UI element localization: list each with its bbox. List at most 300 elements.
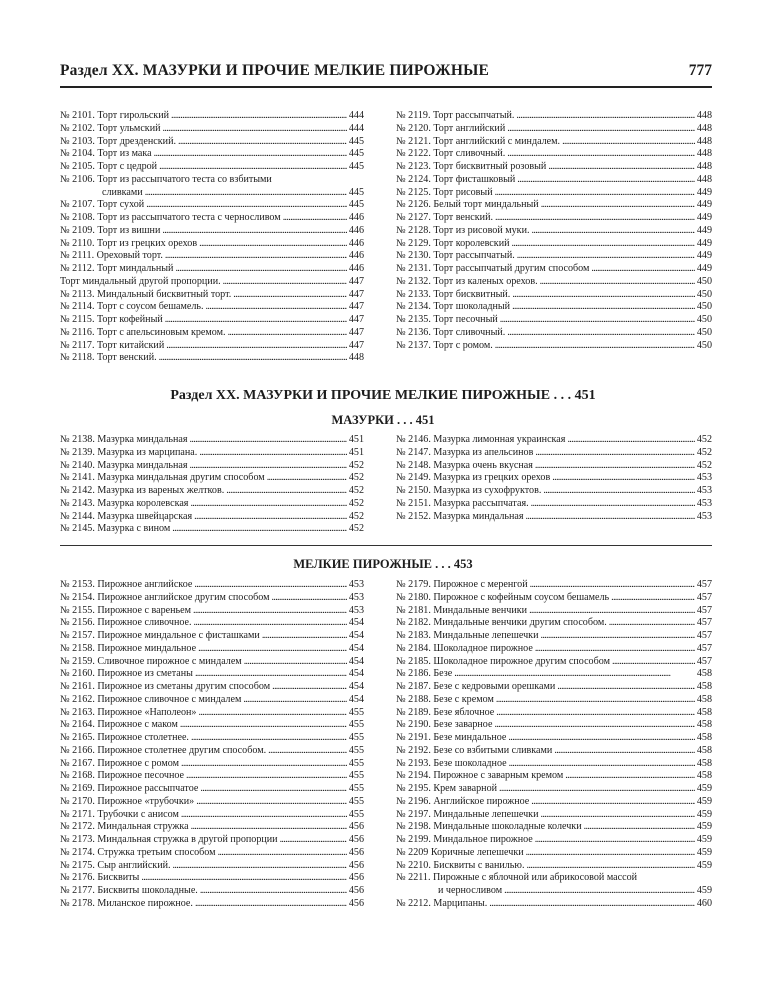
- toc-entry: [60, 656, 364, 669]
- dot-leader: [507, 123, 695, 136]
- toc-entry: [396, 707, 712, 720]
- toc-entry-page: 456: [348, 885, 364, 896]
- toc-entry-title: № 2185. Шоколадное пирожное другим способом: [396, 655, 610, 667]
- toc-entry: [396, 434, 712, 447]
- toc-entry-title: № 2144. Мазурка швейцарская: [60, 510, 193, 522]
- toc-entry: [396, 485, 712, 498]
- toc-entry-title: № 2115. Торт кофейный: [60, 314, 163, 325]
- dot-leader: [159, 352, 347, 365]
- dot-leader: [154, 148, 347, 161]
- toc-entry-page: 450: [696, 275, 712, 287]
- toc-entry: [396, 225, 712, 238]
- toc-entry-title: и черносливом: [438, 885, 503, 896]
- toc-entry: [60, 327, 364, 340]
- toc-entry-page: 456: [348, 846, 364, 858]
- dot-leader: [517, 174, 695, 187]
- toc-entry-title: № 2212. Марципаны.: [396, 897, 488, 909]
- toc-entry-title: № 2209 Коричные лепешечки: [396, 846, 524, 858]
- dot-leader: [181, 809, 347, 822]
- dot-leader: [611, 592, 695, 605]
- dot-leader: [233, 289, 347, 302]
- toc-entry-title: № 2176. Бисквиты: [60, 872, 140, 884]
- toc-entry: [60, 860, 364, 873]
- toc-entry-page: 459: [696, 808, 712, 820]
- toc-entry-page: 446: [348, 224, 364, 236]
- toc-entry-page: 447: [348, 326, 364, 338]
- dot-leader: [223, 276, 347, 289]
- dot-leader: [504, 885, 695, 898]
- toc-entry-continued: № 2106. Торт из рассыпчатого теста со взбитыми: [60, 173, 272, 185]
- toc-entry: [60, 885, 364, 898]
- toc-entry-page: 456: [348, 834, 364, 845]
- toc-entry-title: № 2136. Торт сливочный.: [396, 326, 506, 338]
- toc-entry-title: № 2173. Миндальная стружка в другой пропорции: [60, 834, 278, 845]
- subsection-heading-mazurki: МАЗУРКИ . . . 451: [331, 413, 435, 427]
- header-rule: [60, 86, 712, 88]
- dot-leader: [526, 511, 695, 524]
- dot-leader: [198, 643, 347, 656]
- toc-entry-title: № 2159. Сливочное пирожное с миндалем: [60, 655, 242, 667]
- toc-entry-page: 455: [348, 744, 364, 756]
- toc-entry-page: 448: [696, 148, 712, 160]
- toc-entry: [60, 301, 364, 314]
- dot-leader: [612, 656, 695, 669]
- toc-entry: [396, 460, 712, 473]
- toc-entry-page: 459: [696, 821, 712, 833]
- toc-entry-page: 446: [348, 212, 364, 223]
- toc-column-pirozhnye-left: [60, 579, 364, 911]
- dot-leader: [194, 579, 347, 592]
- toc-entry-title: № 2179. Пирожное с меренгой: [396, 579, 528, 590]
- toc-entry: [396, 745, 712, 758]
- toc-entry-title: № 2114. Торт с соусом бешамель.: [60, 301, 204, 313]
- toc-entry-title: № 2196. Английское пирожное: [396, 795, 530, 807]
- toc-entry-title: № 2111. Ореховый торт.: [60, 250, 163, 262]
- section-divider: [60, 545, 712, 546]
- dot-leader: [552, 472, 695, 485]
- toc-entry: [396, 199, 712, 212]
- toc-entry: [60, 263, 364, 276]
- dot-leader: [567, 434, 694, 447]
- toc-entry: [60, 592, 364, 605]
- toc-entry: [60, 719, 364, 732]
- toc-entry-page: 459: [696, 885, 712, 896]
- toc-entry-title: № 2184. Шоколадное пирожное: [396, 642, 533, 654]
- toc-entry-page: 457: [696, 630, 712, 641]
- dot-leader: [500, 314, 695, 327]
- toc-entry: [396, 289, 712, 302]
- dot-leader: [199, 447, 347, 460]
- toc-entry-title: № 2161. Пирожное из сметаны другим способом: [60, 681, 271, 692]
- toc-entry-continued: № 2211. Пирожные с яблочной или абрикосовой массой: [396, 872, 638, 884]
- toc-entry: [396, 617, 712, 630]
- toc-entry: [396, 511, 712, 524]
- toc-entry-page: 453: [348, 604, 364, 616]
- toc-entry-title: № 2194. Пирожное с заварным кремом: [396, 770, 564, 782]
- toc-entry: [396, 212, 712, 225]
- toc-entry: [396, 472, 712, 485]
- page-header: [60, 62, 712, 84]
- toc-entry-title: № 2130. Торт рассыпчатый.: [396, 250, 515, 262]
- toc-entry-title: № 2190. Безе заварное: [396, 719, 493, 731]
- toc-entry-title: № 2146. Мазурка лимонная украинская: [396, 434, 566, 445]
- toc-entry-title: № 2118. Торт венский.: [60, 352, 157, 364]
- toc-entry: [396, 694, 712, 707]
- toc-entry: [60, 605, 364, 618]
- toc-entry: [396, 643, 712, 656]
- dot-leader: [228, 327, 347, 340]
- toc-entry-page: 451: [348, 446, 364, 458]
- toc-entry-page: 454: [348, 655, 364, 667]
- toc-entry-title: № 2105. Торт с цедрой: [60, 161, 158, 172]
- toc-entry-title: № 2141. Мазурка миндальная другим способом: [60, 472, 265, 484]
- toc-entry: [60, 681, 364, 694]
- toc-entry: [396, 898, 712, 911]
- toc-entry-title: № 2183. Миндальные лепешечки: [396, 630, 539, 641]
- toc-entry-page: 452: [348, 472, 364, 484]
- toc-entry-page: 458: [696, 732, 712, 743]
- toc-entry: [60, 630, 364, 643]
- dot-leader: [530, 579, 695, 592]
- toc-entry-title: № 2104. Торт из мака: [60, 148, 152, 160]
- toc-entry-title: № 2113. Миндальный бисквитный торт.: [60, 288, 232, 300]
- toc-entry-title: № 2180. Пирожное с кофейным соусом бешамель: [396, 591, 610, 603]
- toc-entry-page: 448: [696, 161, 712, 172]
- toc-entry-title: № 2135. Торт песочный: [396, 314, 498, 325]
- toc-entry-title: № 2110. Торт из грецких орехов: [60, 237, 198, 249]
- toc-entry: [396, 250, 712, 263]
- toc-entry: [396, 314, 712, 327]
- toc-entry: [60, 225, 364, 238]
- toc-entry-title: № 2188. Безе с кремом: [396, 693, 494, 705]
- toc-entry-title: № 2123. Торт бисквитный розовый: [396, 161, 547, 172]
- toc-entry-page: 449: [696, 199, 712, 211]
- dot-leader: [193, 605, 347, 618]
- dot-leader: [165, 250, 347, 263]
- toc-entry: [396, 834, 712, 847]
- dot-leader: [540, 809, 694, 822]
- dot-leader: [535, 447, 695, 460]
- toc-entry: [396, 447, 712, 460]
- toc-entry-page: 458: [696, 757, 712, 769]
- toc-entry-page: 446: [348, 250, 364, 262]
- toc-entry-page: 457: [696, 579, 712, 590]
- toc-entry-page: 457: [696, 642, 712, 654]
- toc-entry-page: 452: [348, 510, 364, 522]
- toc-entry: [60, 643, 364, 656]
- toc-entry-page: 458: [696, 693, 712, 705]
- toc-entry-page: 448: [696, 110, 712, 121]
- toc-entry-page: 452: [348, 485, 364, 496]
- dot-leader: [454, 668, 695, 681]
- toc-entry-title: № 2178. Миланское пирожное.: [60, 897, 193, 909]
- toc-entry-title: № 2112. Торт миндальный: [60, 263, 174, 274]
- dot-leader: [162, 225, 347, 238]
- toc-entry-page: 453: [696, 485, 712, 496]
- toc-entry-page: 458: [696, 668, 712, 680]
- dot-leader: [516, 110, 694, 123]
- toc-entry: [396, 860, 712, 873]
- dot-leader: [180, 719, 347, 732]
- toc-entry-page: 455: [348, 719, 364, 731]
- dot-leader: [499, 783, 695, 796]
- toc-entry-page: 459: [696, 783, 712, 794]
- dot-leader: [540, 630, 694, 643]
- toc-entry-title: № 2116. Торт с апельсиновым кремом.: [60, 326, 226, 338]
- toc-entry-page: 456: [348, 897, 364, 909]
- dot-leader: [200, 885, 347, 898]
- toc-entry: [396, 187, 712, 200]
- dot-leader: [194, 511, 347, 524]
- dot-leader: [165, 314, 347, 327]
- toc-entry-title: № 2131. Торт рассыпчатый другим способом: [396, 263, 590, 274]
- toc-entry-title: № 2195. Крем заварной: [396, 783, 498, 794]
- toc-entry-page: 455: [348, 770, 364, 782]
- toc-entry-page: 444: [348, 122, 364, 134]
- toc-entry: [396, 340, 712, 353]
- toc-entry-page: 458: [696, 719, 712, 731]
- toc-entry-title: № 2103. Торт дрезденский.: [60, 135, 177, 147]
- toc-entry-page: 455: [348, 783, 364, 794]
- toc-entry-page: 449: [696, 250, 712, 262]
- toc-entry-page: 448: [348, 352, 364, 364]
- toc-entry: [60, 250, 364, 263]
- toc-entry-page: 452: [696, 446, 712, 458]
- toc-entry-page: 456: [348, 872, 364, 884]
- toc-entry: [396, 758, 712, 771]
- dot-leader: [535, 643, 695, 656]
- toc-column-top-right: [396, 110, 712, 352]
- toc-entry: [396, 263, 712, 276]
- toc-entry-page: 454: [348, 668, 364, 680]
- toc-entry: [60, 340, 364, 353]
- toc-entry-page: 458: [696, 681, 712, 692]
- toc-entry: [60, 668, 364, 681]
- toc-entry-title: № 2174. Стружка третьим способом: [60, 846, 216, 858]
- toc-entry-page: 453: [348, 591, 364, 603]
- toc-entry: [60, 276, 364, 289]
- toc-entry-page: 457: [696, 604, 712, 616]
- toc-entry: [60, 745, 364, 758]
- dot-leader: [543, 485, 694, 498]
- toc-entry-page: 448: [696, 122, 712, 134]
- dot-leader: [526, 860, 694, 873]
- dot-leader: [196, 796, 347, 809]
- toc-entry-page: 449: [696, 212, 712, 223]
- toc-entry-title: № 2119. Торт рассыпчатый.: [396, 110, 515, 121]
- toc-entry-title: № 2133. Торт бисквитный.: [396, 288, 511, 300]
- toc-entry: [60, 434, 364, 447]
- dot-leader: [218, 847, 347, 860]
- dot-leader: [283, 212, 347, 225]
- toc-entry-title: № 2138. Мазурка миндальная: [60, 434, 188, 445]
- dot-leader: [200, 783, 346, 796]
- dot-leader: [163, 123, 347, 136]
- toc-entry-page: 450: [696, 288, 712, 300]
- toc-entry-page: 458: [696, 744, 712, 756]
- dot-leader: [166, 340, 347, 353]
- toc-entry: [396, 327, 712, 340]
- dot-leader: [609, 617, 695, 630]
- dot-leader: [226, 485, 347, 498]
- toc-entry: [396, 123, 712, 136]
- toc-entry: [60, 289, 364, 302]
- toc-entry-title: № 2186. Безе: [396, 668, 453, 680]
- dot-leader: [280, 834, 347, 847]
- dot-leader: [243, 694, 347, 707]
- toc-entry-title: № 2191. Безе миндальное: [396, 732, 507, 743]
- toc-entry: [396, 276, 712, 289]
- toc-entry-title: № 2187. Безе с кедровыми орешками: [396, 681, 556, 692]
- toc-entry-title: № 2121. Торт английский с миндалем.: [396, 135, 561, 147]
- toc-entry: [396, 656, 712, 669]
- toc-entry-title: № 2126. Белый торт миндальный: [396, 199, 539, 211]
- toc-entry-title: № 2164. Пирожное с маком: [60, 719, 178, 731]
- dot-leader: [517, 250, 695, 263]
- toc-entry-title: № 2128. Торт из рисовой муки.: [396, 224, 530, 236]
- dot-leader: [535, 460, 695, 473]
- toc-entry-page: 447: [348, 339, 364, 351]
- dot-leader: [562, 136, 695, 149]
- toc-entry-page: 446: [348, 263, 364, 274]
- toc-entry-title: № 2210. Бисквиты с ванилью.: [396, 859, 525, 871]
- toc-entry: [60, 136, 364, 149]
- toc-entry-page: 445: [348, 186, 364, 198]
- toc-entry-page: 455: [348, 757, 364, 769]
- toc-entry-title: № 2147. Мазурка из апельсинов: [396, 446, 534, 458]
- toc-entry-title: № 2199. Миндальное пирожное: [396, 834, 533, 845]
- toc-entry: [396, 301, 712, 314]
- toc-entry: [60, 161, 364, 174]
- dot-leader: [186, 770, 347, 783]
- toc-entry-title: № 2198. Миндальные шоколадные колечки: [396, 821, 582, 833]
- toc-entry: [60, 707, 364, 720]
- toc-entry-page: 454: [348, 693, 364, 705]
- toc-entry-page: 452: [348, 459, 364, 471]
- toc-entry-page: 452: [696, 459, 712, 471]
- toc-entry: [60, 617, 364, 630]
- dot-leader: [146, 199, 347, 212]
- toc-entry: [60, 314, 364, 327]
- dot-leader: [262, 630, 347, 643]
- toc-entry-title: № 2154. Пирожное английское другим способом: [60, 591, 270, 603]
- toc-entry: [60, 199, 364, 212]
- toc-entry: [396, 885, 712, 898]
- toc-entry-title: № 2157. Пирожное миндальное с фисташками: [60, 630, 260, 641]
- toc-entry-title: сливками: [102, 186, 143, 198]
- dot-leader: [507, 327, 695, 340]
- dot-leader: [272, 681, 347, 694]
- toc-entry: [60, 758, 364, 771]
- toc-entry-title: № 2148. Мазурка очень вкусная: [396, 459, 533, 471]
- toc-entry-title: № 2166. Пирожное столетнее другим способом.: [60, 744, 267, 756]
- toc-entry: [396, 668, 712, 681]
- toc-entry: [60, 809, 364, 822]
- toc-entry-title: № 2129. Торт королевский: [396, 237, 510, 249]
- toc-entry-page: 450: [696, 326, 712, 338]
- dot-leader: [526, 847, 695, 860]
- toc-entry-page: 449: [696, 224, 712, 236]
- toc-entry-title: № 2197. Миндальные лепешечки: [396, 808, 539, 820]
- dot-leader: [591, 263, 694, 276]
- toc-entry: [396, 174, 712, 187]
- toc-entry-page: 458: [696, 706, 712, 718]
- toc-entry-page: 447: [348, 301, 364, 313]
- dot-leader: [171, 110, 347, 123]
- toc-entry-title: № 2168. Пирожное песочное: [60, 770, 184, 782]
- toc-entry: [60, 821, 364, 834]
- toc-entry-title: № 2140. Мазурка миндальная: [60, 459, 188, 471]
- toc-entry-page: 454: [348, 617, 364, 629]
- toc-entry-page: 459: [696, 834, 712, 845]
- dot-leader: [548, 161, 695, 174]
- toc-entry-page: 457: [696, 617, 712, 629]
- dot-leader: [540, 276, 695, 289]
- section-heading: Раздел XX. МАЗУРКИ И ПРОЧИЕ МЕЛКИЕ ПИРОЖНЫЕ . . . 451: [170, 388, 596, 403]
- toc-entry-page: 445: [348, 161, 364, 172]
- toc-entry-title: № 2152. Мазурка миндальная: [396, 510, 524, 522]
- toc-entry-title: № 2165. Пирожное столетнее.: [60, 732, 189, 743]
- toc-entry-title: № 2143. Мазурка королевская: [60, 497, 189, 509]
- toc-entry-page: 454: [348, 681, 364, 692]
- toc-entry-title: № 2139. Мазурка из марципана.: [60, 446, 198, 458]
- toc-entry-page: 447: [348, 314, 364, 325]
- toc-entry-title: № 2192. Безе со взбитыми сливками: [396, 744, 553, 756]
- toc-entry-page: 450: [696, 314, 712, 325]
- dot-leader: [194, 617, 347, 630]
- dot-leader: [141, 872, 347, 885]
- toc-entry: [60, 834, 364, 847]
- toc-entry-page: 455: [348, 808, 364, 820]
- toc-entry: [60, 847, 364, 860]
- toc-entry: [396, 783, 712, 796]
- toc-entry: [60, 732, 364, 745]
- toc-entry: [60, 148, 364, 161]
- toc-entry: [396, 719, 712, 732]
- toc-entry: [60, 123, 364, 136]
- toc-entry-title: № 2193. Безе шоколадное: [396, 757, 507, 769]
- dot-leader: [554, 745, 695, 758]
- toc-entry: [396, 148, 712, 161]
- toc-entry-page: 459: [696, 859, 712, 871]
- toc-entry-title: № 2150. Мазурка из сухофруктов.: [396, 485, 542, 496]
- toc-entry: [396, 681, 712, 694]
- toc-entry: [60, 352, 364, 365]
- toc-entry: [396, 110, 712, 123]
- dot-leader: [512, 289, 695, 302]
- dot-leader: [496, 694, 695, 707]
- dot-leader: [494, 719, 694, 732]
- toc-entry-title: № 2160. Пирожное из сметаны: [60, 668, 193, 680]
- toc-entry: [60, 212, 364, 225]
- toc-entry: [60, 523, 364, 536]
- toc-entry-page: 450: [696, 339, 712, 351]
- toc-entry: [396, 732, 712, 745]
- running-header-title: Раздел XX. МАЗУРКИ И ПРОЧИЕ МЕЛКИЕ ПИРОЖНЫЕ: [60, 62, 490, 79]
- toc-entry-title: № 2145. Мазурка с вином: [60, 523, 171, 535]
- dot-leader: [190, 460, 347, 473]
- dot-leader: [541, 199, 695, 212]
- toc-column-top-left: [60, 110, 364, 365]
- toc-entry-title: № 2153. Пирожное английское: [60, 579, 193, 590]
- dot-leader: [268, 745, 347, 758]
- toc-entry: [396, 630, 712, 643]
- toc-entry-page: 455: [348, 732, 364, 743]
- toc-entry: [60, 472, 364, 485]
- toc-column-mazurki-left: [60, 434, 364, 536]
- toc-column-mazurki-right: [396, 434, 712, 523]
- toc-entry-title: № 2181. Миндальные венчики: [396, 604, 528, 616]
